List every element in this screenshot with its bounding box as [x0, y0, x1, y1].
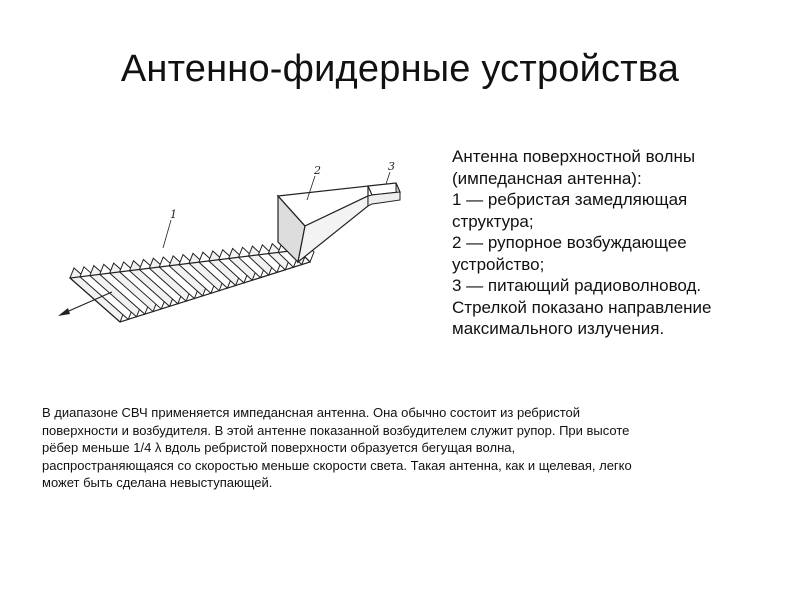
caption-line: 1 — ребристая замедляющая — [452, 190, 688, 209]
body-line: В диапазоне СВЧ применяется импедансная антенна. Она обычно состоит из ребристой — [42, 405, 581, 420]
body-paragraph — [42, 404, 782, 492]
antenna-figure — [50, 150, 430, 350]
body-line: распространяющаяся со скоростью меньше скорости света. Такая антенна, как и щелевая, легко — [42, 457, 632, 473]
figure-label-3: 3 — [388, 160, 395, 173]
caption-line: устройство; — [452, 254, 545, 274]
caption-line: 3 — питающий радиоволновод. — [452, 276, 702, 295]
caption-line: Антенна поверхностной волны — [452, 147, 696, 166]
slide-title: Антенно-фидерные устройства — [120, 48, 680, 90]
body-line: поверхности и возбудителя. В этой антенне показанной возбудителем служит рупор. При высоте — [42, 422, 630, 438]
caption-line: (импедансная антенна): — [452, 168, 642, 188]
figure-label-2: 2 — [314, 164, 321, 177]
caption-line: структура; — [452, 211, 534, 231]
caption-line: 2 — рупорное возбуждающее — [452, 233, 687, 252]
caption-line: Стрелкой показано направление — [452, 297, 712, 317]
figure-label-1: 1 — [170, 208, 177, 221]
caption-line: максимального излучения. — [452, 319, 665, 338]
figure-caption — [452, 146, 782, 340]
body-line: может быть сделана невыступающей. — [42, 475, 273, 490]
ribbed-surface-wave-antenna-diagram-icon — [50, 150, 430, 350]
body-line: рёбер меньше 1/4 λ вдоль ребристой поверхности образуется бегущая волна, — [42, 440, 516, 455]
